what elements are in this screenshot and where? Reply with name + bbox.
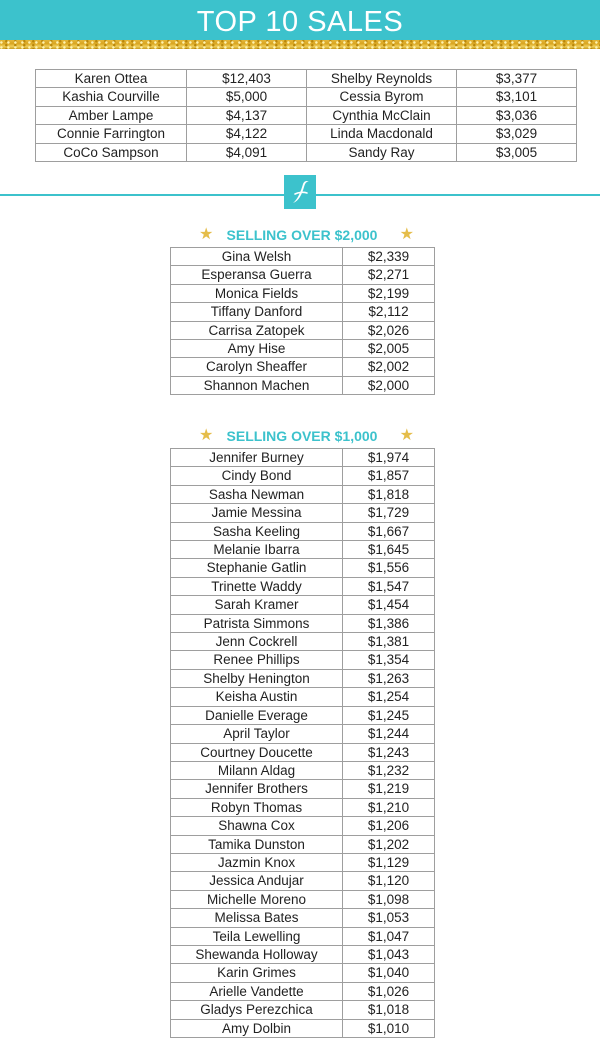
sales-amount-cell: $4,091 [187,143,307,161]
seller-name-cell: Keisha Austin [171,688,343,706]
seller-name-cell: Esperansa Guerra [171,266,343,284]
seller-name-cell: Courtney Doucette [171,743,343,761]
table-row [171,596,435,614]
seller-name-cell: Trinette Waddy [171,577,343,595]
seller-name-cell: Shannon Machen [171,376,343,394]
table-row [36,125,577,143]
table-row [36,106,577,124]
sales-amount-cell: $3,005 [457,143,577,161]
seller-name-cell: Shawna Cox [171,817,343,835]
sales-amount-cell: $1,386 [343,614,435,632]
top10-table [35,69,577,162]
sales-amount-cell: $1,556 [343,559,435,577]
sales-amount-cell: $1,667 [343,522,435,540]
table-row [171,835,435,853]
table-row [171,358,435,376]
seller-name-cell: Shelby Reynolds [307,70,457,88]
table-row [171,780,435,798]
table-row [171,909,435,927]
sales-amount-cell: $12,403 [187,70,307,88]
sales-amount-cell: $4,137 [187,106,307,124]
sales-amount-cell: $1,818 [343,485,435,503]
seller-name-cell: Cindy Bond [171,467,343,485]
seller-name-cell: Sarah Kramer [171,596,343,614]
seller-name-cell: Karen Ottea [36,70,187,88]
brand-logo-icon [284,175,316,209]
table-row [171,284,435,302]
sales-amount-cell: $1,263 [343,669,435,687]
sales-amount-cell: $1,053 [343,909,435,927]
table-row [171,945,435,963]
table-row [171,559,435,577]
seller-name-cell: Shewanda Holloway [171,945,343,963]
seller-name-cell: Monica Fields [171,284,343,302]
table-row [171,541,435,559]
table-row [171,303,435,321]
over2000-table [170,247,435,395]
sales-amount-cell: $1,857 [343,467,435,485]
sales-amount-cell: $2,339 [343,248,435,266]
seller-name-cell: Sasha Keeling [171,522,343,540]
seller-name-cell: Teila Lewelling [171,927,343,945]
table-row [171,688,435,706]
sales-amount-cell: $3,036 [457,106,577,124]
table-row [171,577,435,595]
seller-name-cell: CoCo Sampson [36,143,187,161]
table-row [171,743,435,761]
table-row [171,248,435,266]
table-row [171,706,435,724]
seller-name-cell: Cessia Byrom [307,88,457,106]
divider-line-right [316,194,600,196]
sales-amount-cell: $1,129 [343,853,435,871]
sales-amount-cell: $4,122 [187,125,307,143]
table-row [171,266,435,284]
table-row [171,927,435,945]
sales-amount-cell: $1,026 [343,982,435,1000]
table-row [171,725,435,743]
seller-name-cell: Carrisa Zatopek [171,321,343,339]
seller-name-cell: Gladys Perezchica [171,1001,343,1019]
table-row [171,321,435,339]
seller-name-cell: Sasha Newman [171,485,343,503]
seller-name-cell: Carolyn Sheaffer [171,358,343,376]
sales-amount-cell: $1,047 [343,927,435,945]
gold-glitter-border [0,40,600,49]
sales-amount-cell: $2,199 [343,284,435,302]
table-row [171,614,435,632]
seller-name-cell: Melissa Bates [171,909,343,927]
table-row [171,669,435,687]
divider-line-left [0,194,284,196]
over2000-heading [170,225,434,245]
sales-amount-cell: $1,454 [343,596,435,614]
seller-name-cell: Jennifer Burney [171,449,343,467]
seller-name-cell: Stephanie Gatlin [171,559,343,577]
seller-name-cell: Amy Hise [171,340,343,358]
table-row [171,1001,435,1019]
table-row [171,522,435,540]
table-row [171,633,435,651]
table-row [171,761,435,779]
sales-amount-cell: $1,729 [343,504,435,522]
seller-name-cell: Jenn Cockrell [171,633,343,651]
table-row [171,890,435,908]
over2000-title: SELLING OVER $2,000 [226,227,378,243]
seller-name-cell: Melanie Ibarra [171,541,343,559]
seller-name-cell: Jamie Messina [171,504,343,522]
over1000-title: SELLING OVER $1,000 [226,428,378,444]
star-icon: ★ [399,226,414,243]
sales-amount-cell: $2,002 [343,358,435,376]
sales-amount-cell: $3,029 [457,125,577,143]
table-row [171,798,435,816]
sales-amount-cell: $1,040 [343,964,435,982]
star-icon: ★ [199,226,214,243]
sales-amount-cell: $1,974 [343,449,435,467]
seller-name-cell: Danielle Everage [171,706,343,724]
sales-amount-cell: $1,202 [343,835,435,853]
seller-name-cell: Cynthia McClain [307,106,457,124]
seller-name-cell: Michelle Moreno [171,890,343,908]
seller-name-cell: Karin Grimes [171,964,343,982]
table-row [36,88,577,106]
sales-amount-cell: $1,120 [343,872,435,890]
sales-amount-cell: $2,271 [343,266,435,284]
sales-amount-cell: $1,244 [343,725,435,743]
seller-name-cell: Jazmin Knox [171,853,343,871]
sales-amount-cell: $1,547 [343,577,435,595]
seller-name-cell: Linda Macdonald [307,125,457,143]
sales-amount-cell: $2,026 [343,321,435,339]
seller-name-cell: Tiffany Danford [171,303,343,321]
sales-amount-cell: $1,232 [343,761,435,779]
table-row [171,467,435,485]
table-row [171,651,435,669]
sales-amount-cell: $2,112 [343,303,435,321]
sales-amount-cell: $1,010 [343,1019,435,1037]
over1000-table [170,448,435,1038]
seller-name-cell: Amber Lampe [36,106,187,124]
seller-name-cell: Tamika Dunston [171,835,343,853]
page-header [0,0,600,44]
table-row [171,872,435,890]
sales-amount-cell: $1,254 [343,688,435,706]
sales-amount-cell: $1,245 [343,706,435,724]
table-row [36,70,577,88]
table-row [171,982,435,1000]
table-row [171,376,435,394]
table-row [171,853,435,871]
seller-name-cell: Amy Dolbin [171,1019,343,1037]
sales-amount-cell: $3,101 [457,88,577,106]
seller-name-cell: Connie Farrington [36,125,187,143]
sales-amount-cell: $1,243 [343,743,435,761]
sales-amount-cell: $3,377 [457,70,577,88]
seller-name-cell: Arielle Vandette [171,982,343,1000]
seller-name-cell: Sandy Ray [307,143,457,161]
sales-amount-cell: $1,381 [343,633,435,651]
seller-name-cell: Gina Welsh [171,248,343,266]
table-row [171,340,435,358]
table-row [171,964,435,982]
sales-amount-cell: $5,000 [187,88,307,106]
table-row [171,1019,435,1037]
sales-amount-cell: $1,210 [343,798,435,816]
sales-amount-cell: $1,219 [343,780,435,798]
table-row [171,449,435,467]
star-icon: ★ [199,427,214,444]
seller-name-cell: Jennifer Brothers [171,780,343,798]
sales-amount-cell: $1,098 [343,890,435,908]
page-title: TOP 10 SALES [196,6,404,38]
sales-amount-cell: $1,645 [343,541,435,559]
sales-amount-cell: $2,005 [343,340,435,358]
sales-amount-cell: $1,354 [343,651,435,669]
table-row [171,504,435,522]
table-row [171,817,435,835]
seller-name-cell: Milann Aldag [171,761,343,779]
star-icon: ★ [399,427,414,444]
sales-amount-cell: $1,018 [343,1001,435,1019]
seller-name-cell: April Taylor [171,725,343,743]
seller-name-cell: Robyn Thomas [171,798,343,816]
table-row [36,143,577,161]
seller-name-cell: Patrista Simmons [171,614,343,632]
seller-name-cell: Shelby Henington [171,669,343,687]
over1000-heading [170,426,434,446]
sales-amount-cell: $1,043 [343,945,435,963]
seller-name-cell: Renee Phillips [171,651,343,669]
seller-name-cell: Kashia Courville [36,88,187,106]
table-row [171,485,435,503]
sales-amount-cell: $2,000 [343,376,435,394]
sales-amount-cell: $1,206 [343,817,435,835]
seller-name-cell: Jessica Andujar [171,872,343,890]
